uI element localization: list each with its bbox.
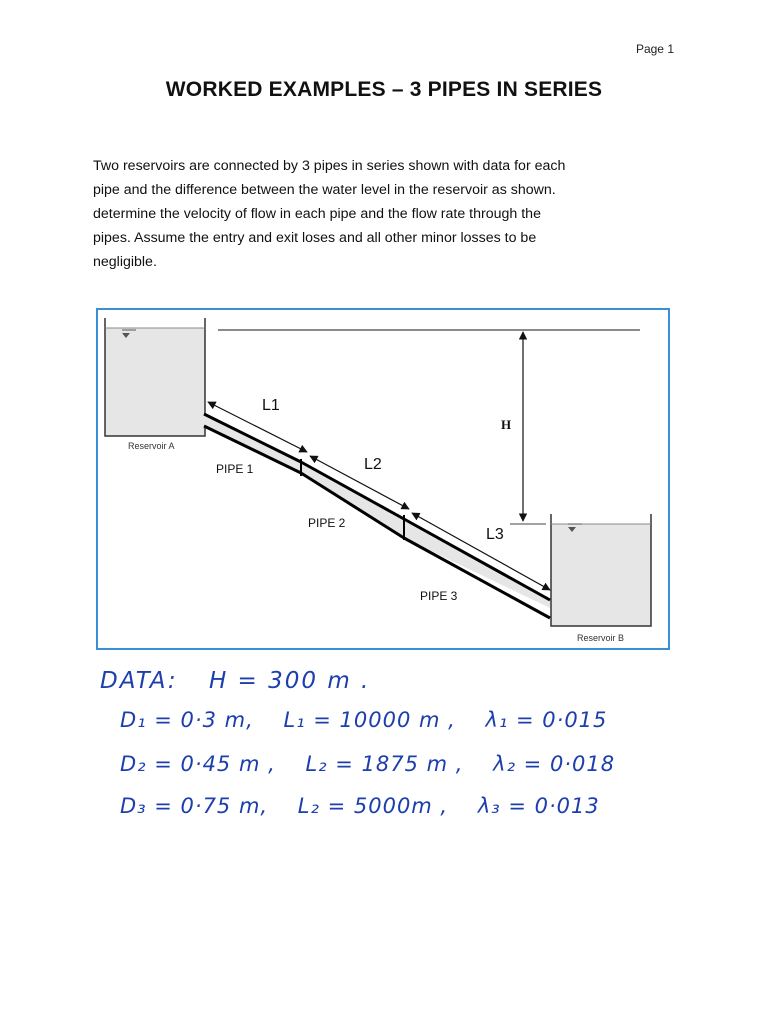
reservoir-b-label: Reservoir B	[577, 633, 625, 643]
pipe-2-top-wall	[301, 462, 404, 519]
pipe-3-top-wall	[404, 519, 550, 600]
pipe-3-data-row	[120, 794, 622, 818]
l1-label: L1	[262, 397, 280, 414]
pipe-1-diameter: D₁ = 0·3 m,	[120, 708, 254, 732]
pipe-3-label: PIPE 3	[420, 589, 458, 603]
pipe-3-friction: λ₃ = 0·013	[477, 794, 600, 818]
intro-line: negligible.	[93, 254, 157, 270]
pipe-1-friction: λ₁ = 0·015	[485, 708, 608, 732]
data-label: DATA:	[100, 668, 178, 694]
page-number: Page 1	[635, 42, 674, 56]
pipe-1-label: PIPE 1	[216, 462, 254, 476]
intro-line: pipe and the difference between the water level in the reservoir as shown.	[93, 182, 556, 198]
pipe-2-length: L₂ = 1875 m ,	[305, 752, 464, 776]
intro-line: pipes. Assume the entry and exit loses and all other minor losses to be	[93, 230, 537, 246]
pipe-2-data-row	[120, 752, 637, 776]
handwritten-data	[100, 662, 670, 842]
reservoir-b	[551, 514, 651, 643]
pipe-3-length: L₂ = 5000m ,	[297, 794, 449, 818]
pipe-2-label: PIPE 2	[308, 516, 346, 530]
pipe-1-length: L₁ = 10000 m ,	[283, 708, 456, 732]
reservoir-a-label: Reservoir A	[128, 441, 175, 451]
pipe-1-data-row	[120, 708, 629, 732]
head-value: H = 300 m .	[208, 668, 371, 694]
l3-label: L3	[486, 526, 504, 543]
pipe-system-diagram	[96, 308, 670, 650]
problem-statement	[93, 154, 683, 274]
head-label: H	[501, 417, 512, 432]
data-heading-line	[100, 668, 392, 694]
l2-label: L2	[364, 456, 382, 473]
intro-line: Two reservoirs are connected by 3 pipes in series shown with data for each	[93, 158, 566, 174]
pipe-2-friction: λ₂ = 0·018	[493, 752, 616, 776]
pipe-1-top-wall	[204, 414, 301, 462]
intro-line: determine the velocity of flow in each pipe and the flow rate through the	[93, 206, 541, 222]
reservoir-a	[105, 318, 205, 451]
pipe-series	[204, 414, 550, 618]
pipe-3-diameter: D₃ = 0·75 m,	[120, 794, 269, 818]
pipe-2-diameter: D₂ = 0·45 m ,	[120, 752, 276, 776]
page-title: WORKED EXAMPLES – 3 PIPES IN SERIES	[165, 78, 603, 101]
